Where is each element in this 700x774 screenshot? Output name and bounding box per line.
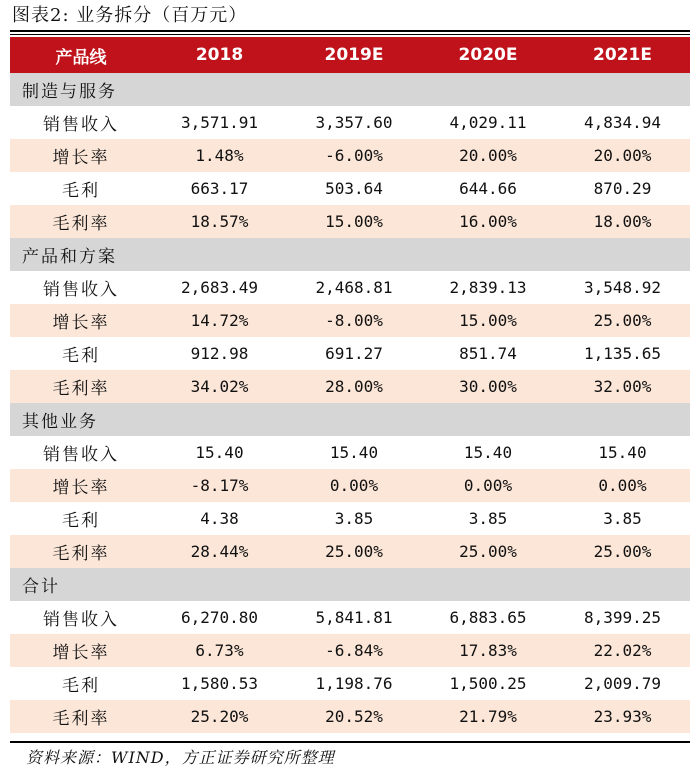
table-row (10, 271, 690, 304)
value-cell: 3.85 (468, 509, 508, 528)
table-row (10, 535, 690, 568)
value-cell: 3,571.91 (180, 113, 259, 132)
value-cell: -8.00% (287, 304, 421, 337)
value-cell: 2,683.49 (180, 278, 259, 297)
value-cell: 28.44% (152, 535, 287, 568)
value-cell: 15.40 (329, 443, 379, 462)
value-cell: 15.00% (287, 205, 421, 238)
value-cell: 2,009.79 (583, 674, 662, 693)
row-label: 毛利率 (10, 700, 152, 733)
header-row (10, 37, 690, 73)
value-cell: 25.00% (555, 304, 690, 337)
table-row (10, 106, 690, 139)
table-row (10, 205, 690, 238)
table-row (10, 667, 690, 700)
table-body (10, 73, 690, 733)
value-cell: 644.66 (459, 179, 517, 198)
value-cell: 21.79% (421, 700, 555, 733)
row-label: 销售收入 (43, 445, 119, 465)
header-cell: 产品线 (10, 37, 152, 73)
value-cell: 25.20% (152, 700, 287, 733)
table-row (10, 139, 690, 172)
value-cell: 1,198.76 (315, 674, 393, 693)
value-cell: 663.17 (190, 179, 249, 198)
value-cell: 18.57% (152, 205, 287, 238)
table-row (10, 337, 690, 370)
row-label: 销售收入 (43, 610, 119, 630)
value-cell: 503.64 (325, 179, 383, 198)
value-cell: 20.00% (555, 139, 690, 172)
value-cell: 2,468.81 (315, 278, 393, 297)
value-cell: 4,029.11 (449, 113, 527, 132)
value-cell: 870.29 (593, 179, 652, 198)
value-cell: 17.83% (421, 634, 555, 667)
section-title: 产品和方案 (10, 238, 690, 271)
value-cell: 1,135.65 (583, 344, 662, 363)
top-rule-thin (10, 34, 690, 35)
value-cell: 6,883.65 (449, 608, 527, 627)
table-row (10, 436, 690, 469)
section-title: 制造与服务 (10, 73, 690, 106)
value-cell: 6.73% (152, 634, 287, 667)
value-cell: -8.17% (152, 469, 287, 502)
section-title: 合计 (10, 568, 690, 601)
table-row (10, 502, 690, 535)
top-rule (10, 30, 690, 32)
value-cell: 1,500.25 (449, 674, 527, 693)
row-label: 销售收入 (43, 280, 119, 300)
value-cell: 30.00% (421, 370, 555, 403)
value-cell: -6.84% (287, 634, 421, 667)
value-cell: 1,580.53 (180, 674, 259, 693)
header-cell: 2020E (421, 37, 555, 73)
value-cell: 15.40 (195, 443, 244, 462)
section-row (10, 238, 690, 271)
value-cell: 3.85 (603, 509, 642, 528)
value-cell: 34.02% (152, 370, 287, 403)
value-cell: 14.72% (152, 304, 287, 337)
value-cell: 23.93% (555, 700, 690, 733)
value-cell: 32.00% (555, 370, 690, 403)
row-label: 增长率 (10, 469, 152, 502)
table-row (10, 700, 690, 733)
section-title: 其他业务 (10, 403, 690, 436)
section-row (10, 403, 690, 436)
value-cell: 4.38 (200, 509, 239, 528)
value-cell: 0.00% (287, 469, 421, 502)
table-row (10, 601, 690, 634)
header-cell: 2021E (555, 37, 690, 73)
table-row (10, 304, 690, 337)
row-label: 毛利 (62, 511, 100, 531)
value-cell: 20.00% (421, 139, 555, 172)
value-cell: 0.00% (555, 469, 690, 502)
value-cell: 15.00% (421, 304, 555, 337)
value-cell: 3,548.92 (583, 278, 662, 297)
table-row (10, 172, 690, 205)
value-cell: 2,839.13 (449, 278, 527, 297)
value-cell: 5,841.81 (315, 608, 393, 627)
value-cell: 15.40 (598, 443, 647, 462)
value-cell: 0.00% (421, 469, 555, 502)
row-label: 毛利 (62, 346, 100, 366)
value-cell: 4,834.94 (583, 113, 662, 132)
row-label: 毛利 (62, 181, 100, 201)
header-cell: 2018 (152, 37, 287, 73)
business-breakdown-table (10, 37, 690, 733)
value-cell: 8,399.25 (583, 608, 662, 627)
value-cell: 6,270.80 (180, 608, 259, 627)
table-row (10, 370, 690, 403)
figure-title: 图表2: 业务拆分（百万元） (12, 5, 248, 26)
section-row (10, 73, 690, 106)
row-label: 毛利 (62, 676, 100, 696)
row-label: 毛利率 (10, 205, 152, 238)
table-row (10, 634, 690, 667)
value-cell: 22.02% (555, 634, 690, 667)
value-cell: 912.98 (190, 344, 249, 363)
value-cell: 3.85 (334, 509, 374, 528)
value-cell: 1.48% (152, 139, 287, 172)
value-cell: 25.00% (421, 535, 555, 568)
value-cell: 16.00% (421, 205, 555, 238)
row-label: 毛利率 (10, 535, 152, 568)
row-label: 增长率 (10, 139, 152, 172)
value-cell: 20.52% (287, 700, 421, 733)
section-row (10, 568, 690, 601)
table-row (10, 469, 690, 502)
value-cell: 3,357.60 (315, 113, 393, 132)
value-cell: 691.27 (325, 344, 383, 363)
row-label: 增长率 (10, 304, 152, 337)
header-cell: 2019E (287, 37, 421, 73)
source-note: 资料来源：WIND，方正证券研究所整理 (26, 748, 335, 767)
value-cell: 18.00% (555, 205, 690, 238)
bottom-rule (10, 741, 690, 743)
value-cell: 28.00% (287, 370, 421, 403)
value-cell: 25.00% (555, 535, 690, 568)
value-cell: 15.40 (463, 443, 513, 462)
value-cell: 851.74 (459, 344, 517, 363)
row-label: 毛利率 (10, 370, 152, 403)
value-cell: -6.00% (287, 139, 421, 172)
row-label: 增长率 (10, 634, 152, 667)
row-label: 销售收入 (43, 115, 119, 135)
value-cell: 25.00% (287, 535, 421, 568)
